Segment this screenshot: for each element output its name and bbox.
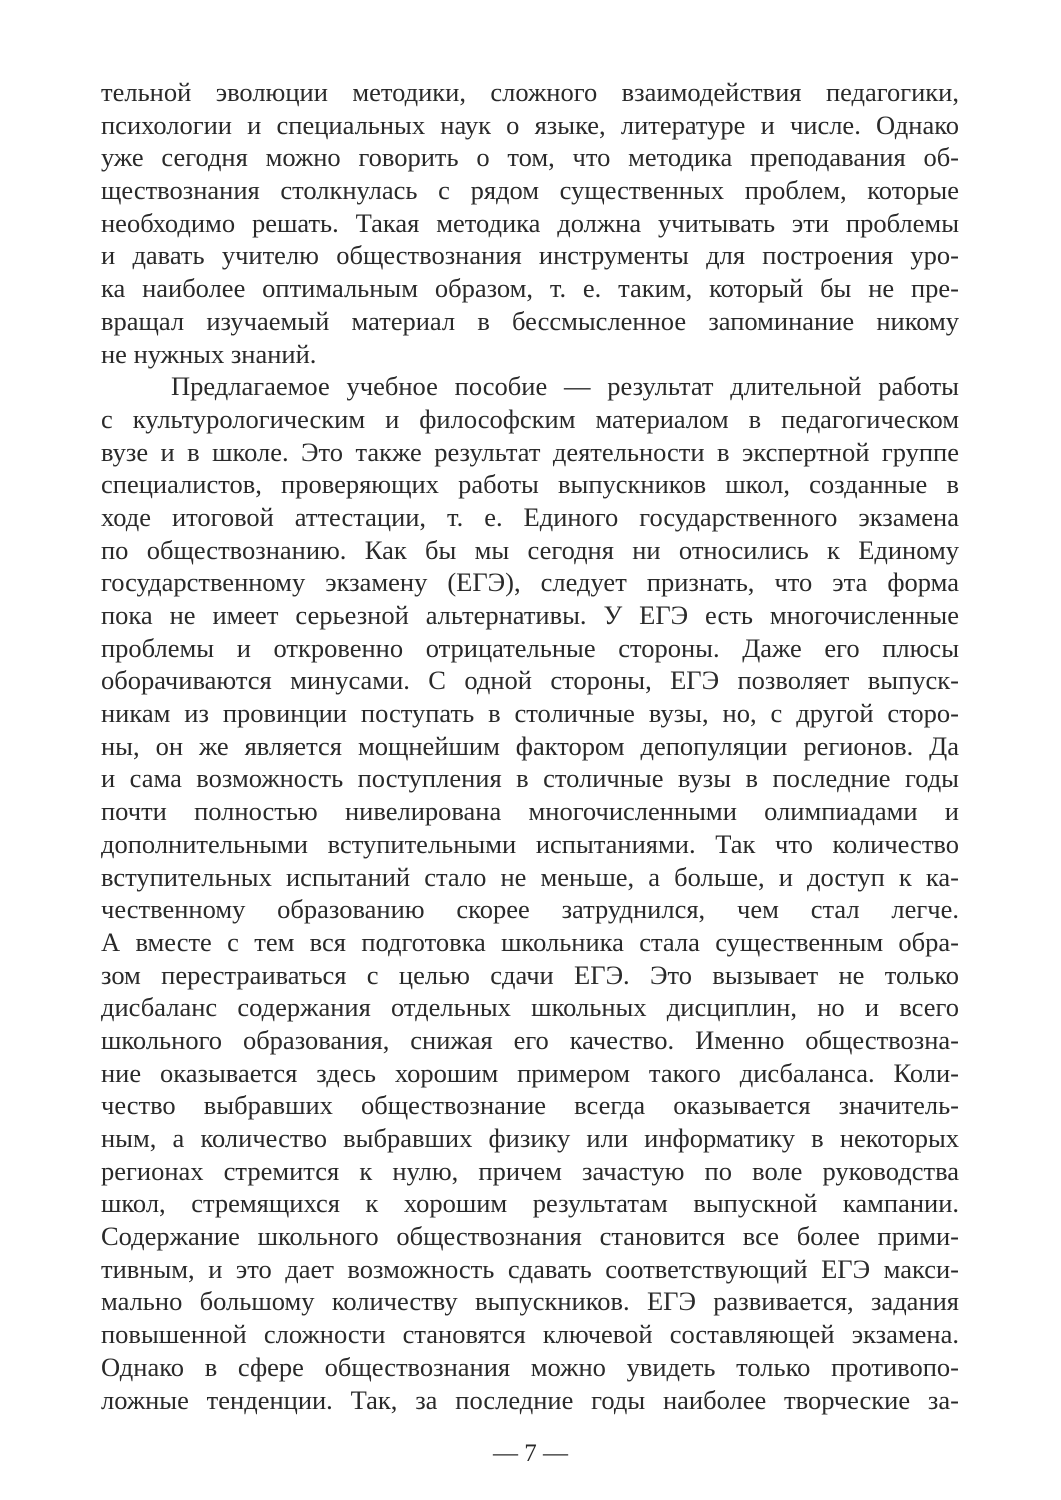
text-line: дополнительными вступительными испытаниями. Так что количество — [101, 828, 959, 859]
paragraph-1 — [101, 76, 959, 370]
text-line: чество выбравших обществознание всегда оказывается значитель- — [101, 1090, 959, 1121]
text-line: вступительных испытаний стало не меньше, а больше, и доступ к ка- — [101, 861, 959, 892]
text-line: А вместе с тем вся подготовка школьника стала существенным обра- — [101, 926, 959, 957]
text-line: вузе и в школе. Это также результат деятельности в экспертной группе — [101, 436, 959, 467]
text-line: Предлагаемое учебное пособие — результат длительной работы — [171, 371, 959, 402]
text-line: ным, а количество выбравших физику или информатику в некоторых — [101, 1123, 959, 1153]
text-line: оборачиваются минусами. С одной стороны, ЕГЭ позволяет выпуск- — [101, 665, 959, 696]
text-line: государственному экзамену (ЕГЭ), следует признать, что эта форма — [101, 567, 959, 598]
text-line: по обществознанию. Как бы мы сегодня ни относились к Единому — [101, 534, 959, 565]
text-line: повышенной сложности становятся ключевой составляющей экзамена. — [101, 1319, 959, 1350]
text-line: и сама возможность поступления в столичные вузы в последние годы — [101, 763, 959, 794]
text-line: ны, он же является мощнейшим фактором депопуляции регионов. Да — [101, 730, 959, 761]
text-line: дисбаланс содержания отдельных школьных дисциплин, но и всего — [101, 992, 959, 1023]
text-line: психологии и специальных наук о языке, литературе и числе. Однако — [101, 109, 959, 140]
text-line: проблемы и откровенно отрицательные стороны. Даже его плюсы — [101, 632, 959, 663]
paragraph-2 — [101, 370, 959, 1416]
text-line: уже сегодня можно говорить о том, что методика преподавания об- — [101, 142, 959, 173]
text-line: и давать учителю обществознания инструменты для построения уро- — [101, 240, 959, 271]
text-line: мально большому количеству выпускников. ЕГЭ развивается, задания — [101, 1286, 959, 1317]
text-line: ложные тенденции. Так, за последние годы наиболее творческие за- — [101, 1384, 959, 1415]
text-line: необходимо решать. Такая методика должна учитывать эти проблемы — [101, 207, 959, 238]
text-line: не нужных знаний. — [101, 338, 317, 369]
text-line: зом перестраиваться с целью сдачи ЕГЭ. Это вызывает не только — [101, 959, 959, 990]
text-line: чественному образованию скорее затруднился, чем стал легче. — [101, 894, 959, 925]
text-line: ка наиболее оптимальным образом, т. е. таким, который бы не пре- — [101, 273, 959, 304]
text-line: регионах стремится к нулю, причем зачастую по воле руководства — [101, 1155, 959, 1186]
text-line: с культурологическим и философским материалом в педагогическом — [101, 403, 959, 434]
text-line: Содержание школьного обществознания становится все более прими- — [101, 1221, 959, 1252]
text-line: Однако в сфере обществознания можно увидеть только противопо- — [101, 1351, 959, 1382]
text-line: тельной эволюции методики, сложного взаимодействия педагогики, — [101, 77, 959, 107]
text-line: ходе итоговой аттестации, т. е. Единого государственного экзамена — [101, 501, 959, 532]
text-line: тивным, и это дает возможность сдавать соответствующий ЕГЭ макси- — [101, 1253, 959, 1284]
text-line: специалистов, проверяющих работы выпускников школ, созданные в — [101, 469, 959, 500]
text-line: почти полностью нивелирована многочисленными олимпиадами и — [101, 796, 959, 827]
text-line: пока не имеет серьезной альтернативы. У ЕГЭ есть многочисленные — [101, 600, 959, 630]
text-line: ние оказывается здесь хорошим примером такого дисбаланса. Коли- — [101, 1057, 959, 1088]
page-text — [101, 76, 959, 1416]
text-line: вращал изучаемый материал в бессмысленное запоминание никому — [101, 305, 959, 336]
text-line: ществознания столкнулась с рядом существенных проблем, которые — [101, 175, 959, 206]
text-line: школьного образования, снижая его качество. Именно обществозна- — [101, 1024, 959, 1055]
text-line: никам из провинции поступать в столичные вузы, но, с другой сторо- — [101, 698, 959, 729]
page-number: — 7 — — [493, 1440, 568, 1467]
text-line: школ, стремящихся к хорошим результатам выпускной кампании. — [101, 1188, 959, 1219]
